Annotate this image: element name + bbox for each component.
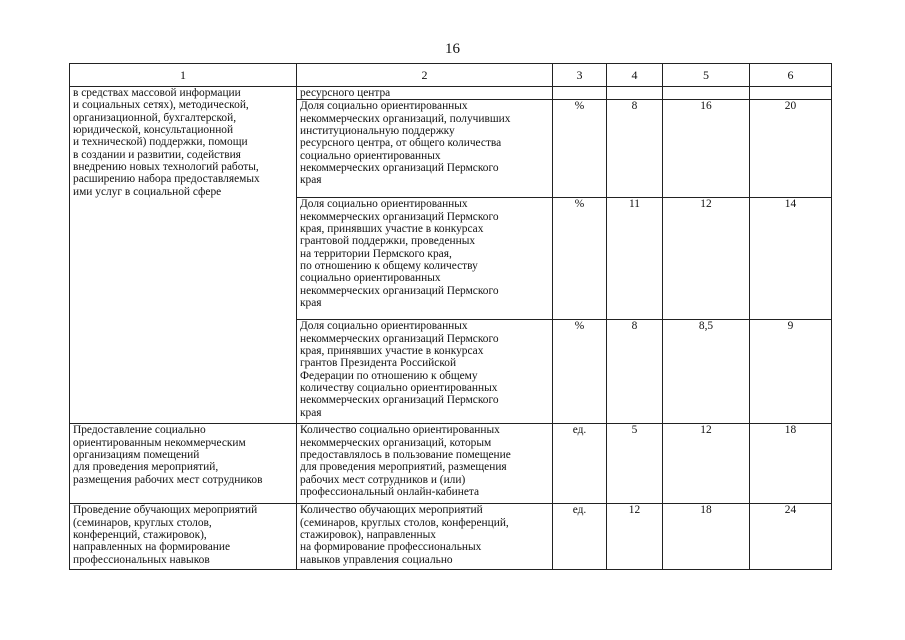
value-cell [607,87,663,100]
value-cell: 24 [750,504,832,570]
value-cell: 16 [663,100,750,198]
unit-cell [553,87,607,100]
table-header-row [70,64,832,87]
value-cell: 18 [750,424,832,504]
value-cell: 5 [607,424,663,504]
indicator-cell: Доля социально ориентированных некоммерческих организаций, получивших институциональную поддержку ресурсного центра, от общего количества социально ориентированных некоммерческих организаций Пермского края [297,100,553,198]
value-cell: 12 [607,504,663,570]
value-cell: 12 [663,424,750,504]
value-cell: 8 [607,100,663,198]
value-cell [750,87,832,100]
indicator-cell: Доля социально ориентированных некоммерческих организаций Пермского края, принявших участие в конкурсах грантовой поддержки, проведенных на территории Пермского края, по отношению к общему количеству социально ориентированных некоммерческих организаций Пермского края [297,198,553,320]
page-number: 16 [445,41,460,57]
indicator-cell: Доля социально ориентированных некоммерческих организаций Пермского края, принявших участие в конкурсах грантов Президента Российской Федерации по отношению к общему количеству социально ориентированных некоммерческих организаций Пермского края [297,320,553,424]
value-cell: 18 [663,504,750,570]
column-header: 5 [663,64,750,87]
value-cell: 14 [750,198,832,320]
value-cell: 11 [607,198,663,320]
value-cell: 20 [750,100,832,198]
value-cell: 8,5 [663,320,750,424]
column-header: 3 [553,64,607,87]
indicator-cell: Количество социально ориентированных некоммерческих организаций, которым предоставлялось в пользование помещение для проведения мероприятий, размещения рабочих мест сотрудников и (или) профессиональный онлайн-кабинета [297,424,553,504]
value-cell: 8 [607,320,663,424]
table-row [70,87,832,100]
indicator-cell: ресурсного центра [297,87,553,100]
table-row [70,424,832,504]
table-row [70,504,832,570]
unit-cell: % [553,320,607,424]
column-header: 4 [607,64,663,87]
unit-cell: ед. [553,504,607,570]
activity-cell: в средствах массовой информации и социальных сетях), методической, организационной, бухгалтерской, юридической, консультационной и технической) поддержки, помощи в создании и развитии, содействия внедрению новых технологий работы, расширению набора предоставляемых ими услуг в социальной сфере [70,87,297,424]
indicators-table [69,63,832,570]
value-cell: 9 [750,320,832,424]
unit-cell: % [553,198,607,320]
column-header: 6 [750,64,832,87]
column-header: 1 [70,64,297,87]
value-cell: 12 [663,198,750,320]
indicator-cell: Количество обучающих мероприятий (семинаров, круглых столов, конференций, стажировок), направленных на формирование профессиональных навыков управления социально [297,504,553,570]
unit-cell: ед. [553,424,607,504]
activity-cell: Предоставление социально ориентированным некоммерческим организациям помещений для проведения мероприятий, размещения рабочих мест сотрудников [70,424,297,504]
column-header: 2 [297,64,553,87]
unit-cell: % [553,100,607,198]
activity-cell: Проведение обучающих мероприятий (семинаров, круглых столов, конференций, стажировок), направленных на формирование профессиональных навыков [70,504,297,570]
value-cell [663,87,750,100]
